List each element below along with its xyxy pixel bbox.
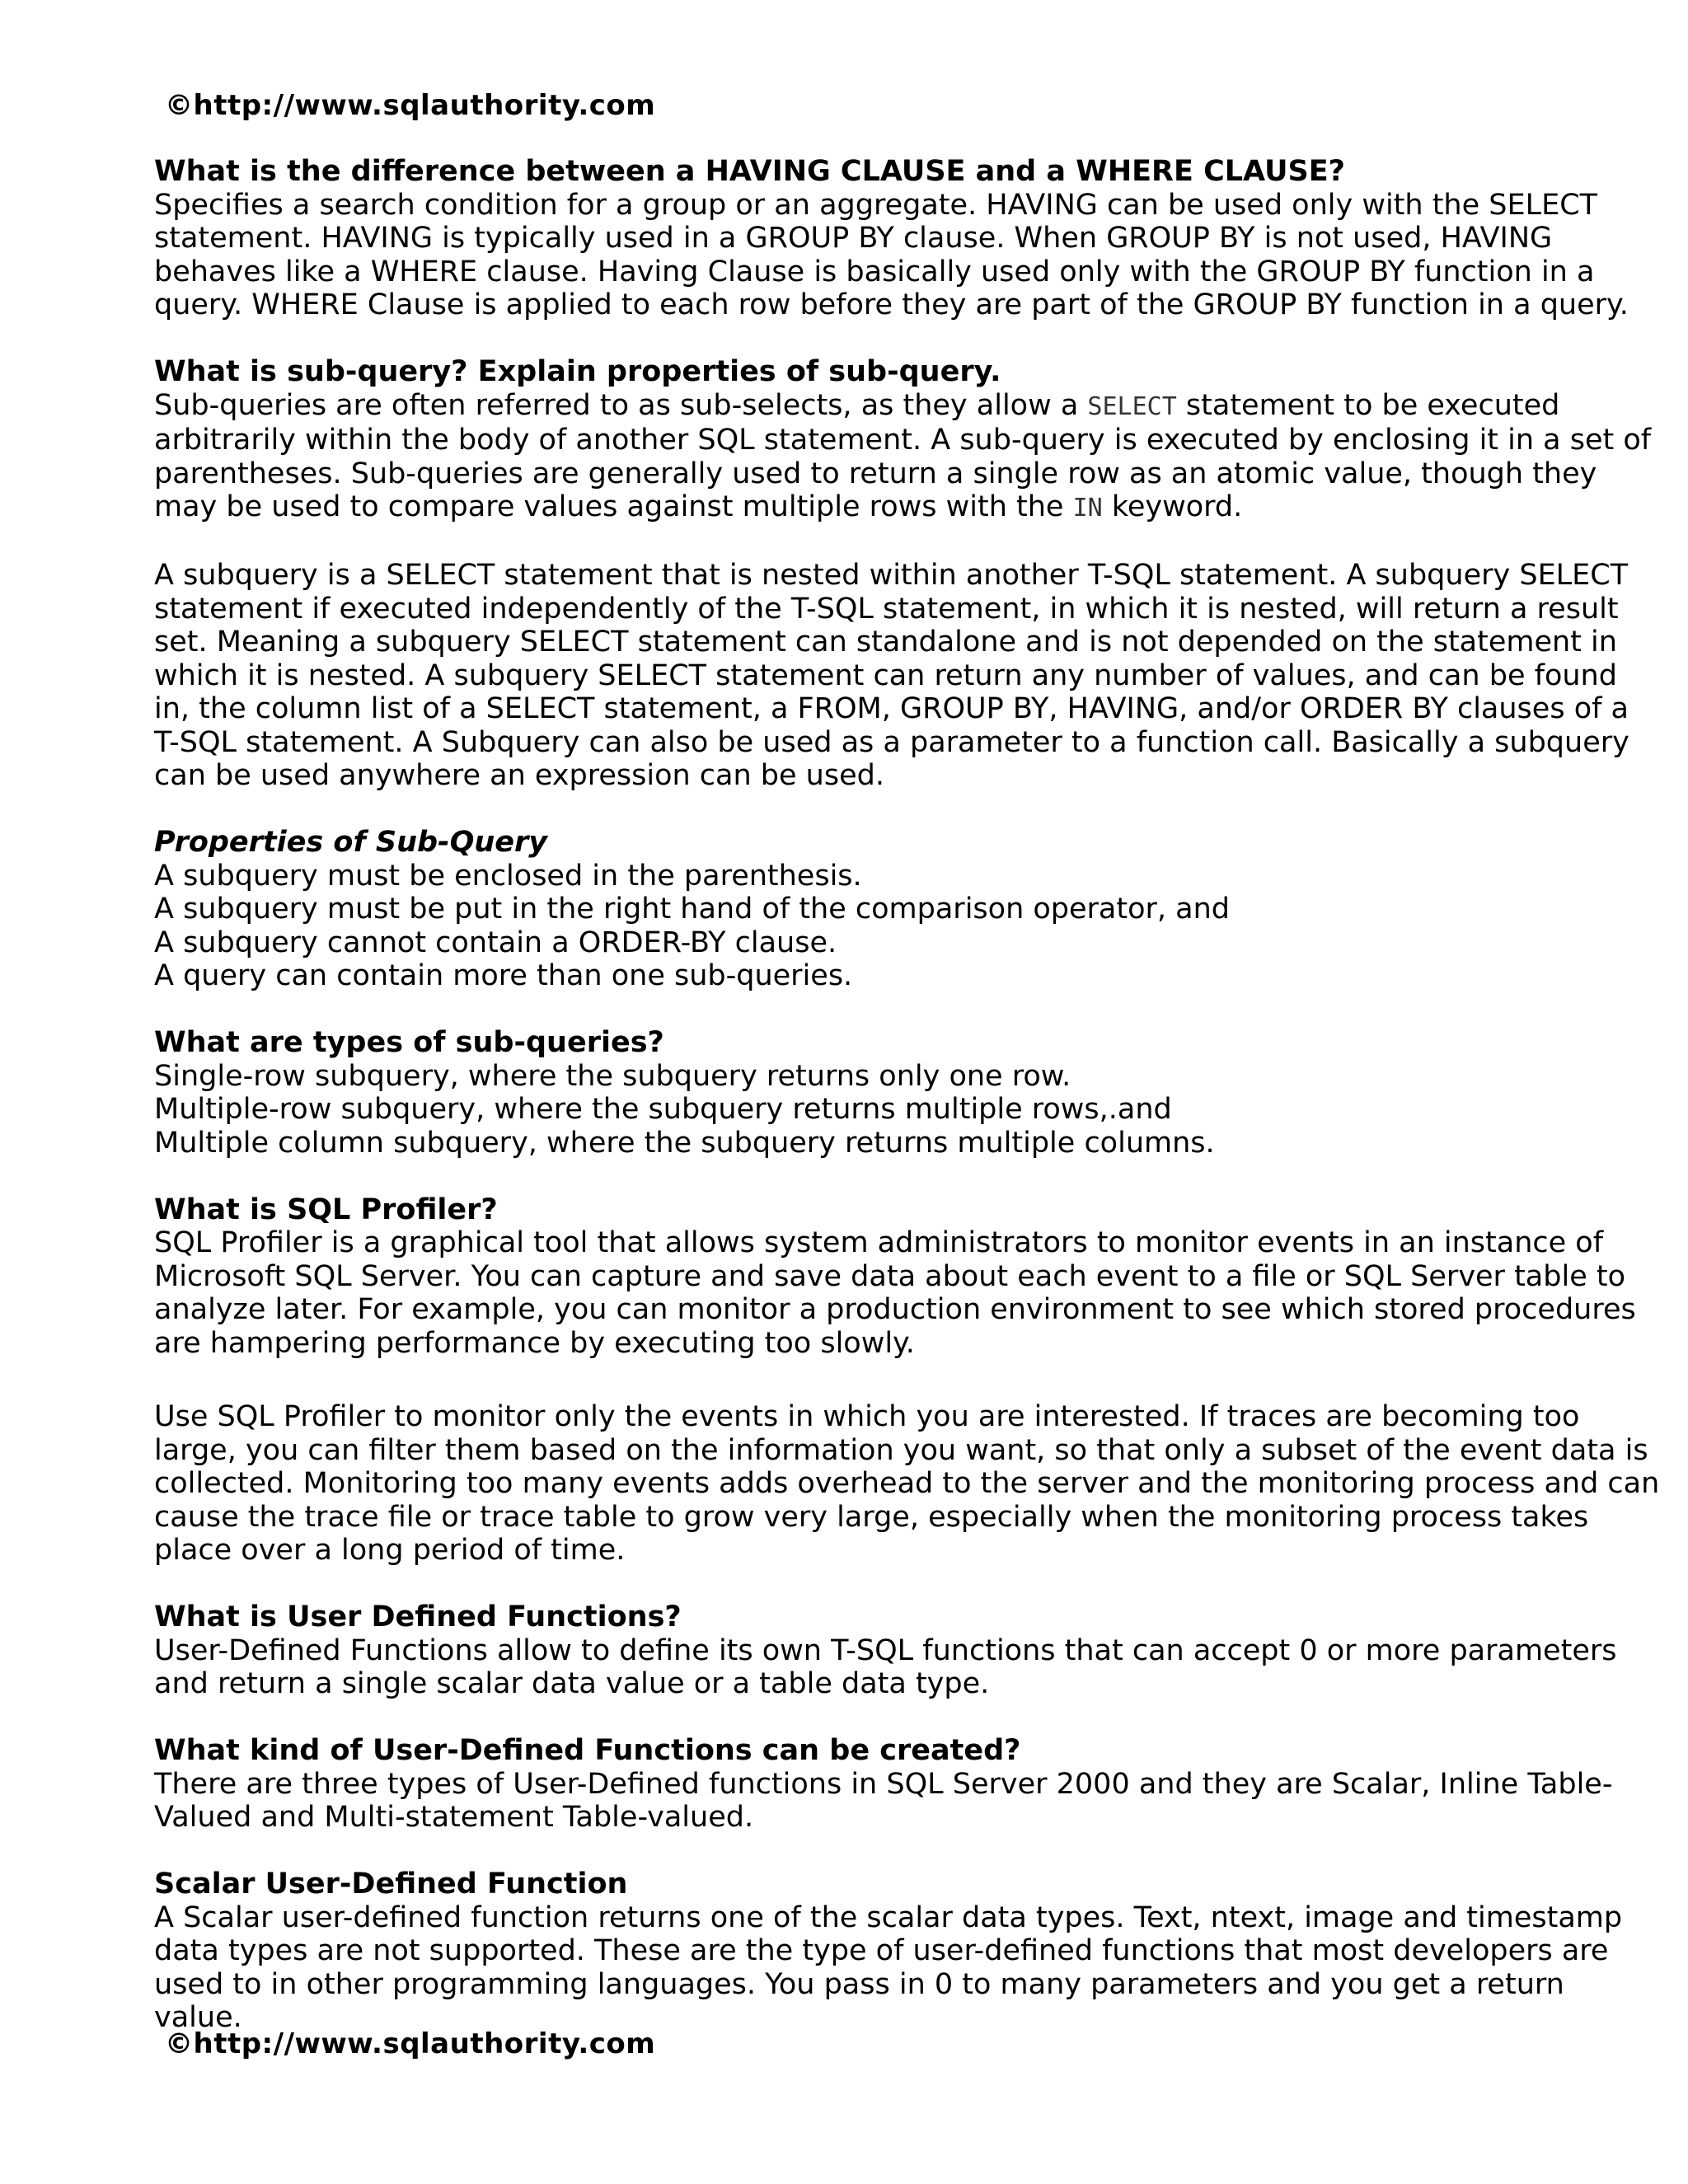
text-line bbox=[154, 490, 1621, 526]
subheading: Properties of Sub-Query bbox=[154, 826, 548, 859]
text-line: parentheses. Sub-queries are generally used to return a single row as an atomic value, though they bbox=[154, 457, 1597, 490]
text-fragment: statement to be executed bbox=[1176, 388, 1560, 422]
text-line: which it is nested. A subquery SELECT statement can return any number of values, and can be found bbox=[154, 658, 1617, 692]
list-item: Multiple column subquery, where the subquery returns multiple columns. bbox=[154, 1126, 1215, 1160]
text-line: statement if executed independently of the T-SQL statement, in which it is nested, will return a result bbox=[154, 592, 1619, 626]
section-scalar-udf bbox=[154, 1868, 1621, 2035]
page-header[interactable]: ©http://www.sqlauthority.com bbox=[165, 89, 656, 122]
list-item: Multiple-row subquery, where the subquery returns multiple rows,.and bbox=[154, 1093, 1172, 1126]
question-heading: What is SQL Profiler? bbox=[154, 1193, 498, 1226]
list-item: A subquery must be put in the right hand of the comparison operator, and bbox=[154, 893, 1230, 926]
text-line bbox=[154, 389, 1621, 424]
section-having-vs-where bbox=[154, 155, 1629, 322]
text-line: A subquery is a SELECT statement that is nested within another T-SQL statement. A subquery SELECT bbox=[154, 559, 1629, 592]
text-line: can be used anywhere an expression can be used. bbox=[154, 759, 884, 792]
text-line: query. WHERE Clause is applied to each row before they are part of the GROUP BY function in a query. bbox=[154, 288, 1629, 321]
subquery-description bbox=[154, 559, 1629, 793]
text-line: cause the trace file or trace table to grow very large, especially when the monitoring process takes bbox=[154, 1500, 1589, 1534]
text-line: User-Defined Functions allow to define its own T-SQL functions that can accept 0 or more parameters bbox=[154, 1633, 1617, 1667]
page-footer[interactable]: ©http://www.sqlauthority.com bbox=[165, 2027, 656, 2060]
section-sql-profiler bbox=[154, 1193, 1636, 1361]
text-line: data types are not supported. These are the type of user-defined functions that most developers are bbox=[154, 1934, 1609, 1967]
text-line: analyze later. For example, you can monitor a production environment to see which stored procedures bbox=[154, 1293, 1636, 1326]
list-item: A subquery must be enclosed in the parenthesis. bbox=[154, 859, 862, 893]
text-line: used to in other programming languages. You pass in 0 to many parameters and you get a return bbox=[154, 1967, 1564, 2001]
text-line: place over a long period of time. bbox=[154, 1534, 626, 1567]
code-keyword: SELECT bbox=[1087, 391, 1177, 421]
question-heading: What is User Defined Functions? bbox=[154, 1601, 682, 1633]
text-line: Use SQL Profiler to monitor only the events in which you are interested. If traces are becoming too bbox=[154, 1400, 1580, 1433]
text-fragment: Sub-queries are often referred to as sub-selects, as they allow a bbox=[154, 388, 1088, 422]
list-item: A query can contain more than one sub-queries. bbox=[154, 959, 853, 992]
text-line: There are three types of User-Defined functions in SQL Server 2000 and they are Scalar, Inline Table- bbox=[154, 1767, 1613, 1801]
profiler-usage bbox=[154, 1400, 1660, 1568]
text-line: behaves like a WHERE clause. Having Clause is basically used only with the GROUP BY function in a bbox=[154, 255, 1595, 288]
text-line: SQL Profiler is a graphical tool that allows system administrators to monitor events in an instance of bbox=[154, 1226, 1604, 1259]
section-subquery bbox=[154, 355, 1652, 526]
text-line: large, you can filter them based on the information you want, so that only a subset of the event data is bbox=[154, 1433, 1648, 1467]
text-line: in, the column list of a SELECT statement, a FROM, GROUP BY, HAVING, and/or ORDER BY clauses of a bbox=[154, 692, 1629, 725]
list-item: Single-row subquery, where the subquery returns only one row. bbox=[154, 1059, 1071, 1093]
question-heading: What kind of User-Defined Functions can be created? bbox=[154, 1734, 1021, 1767]
question-heading: What is the difference between a HAVING CLAUSE and a WHERE CLAUSE? bbox=[154, 155, 1345, 188]
section-udf bbox=[154, 1601, 1621, 1701]
text-fragment: may be used to compare values against multiple rows with the bbox=[154, 490, 1073, 523]
text-line: and return a single scalar data value or a table data type. bbox=[154, 1667, 990, 1700]
section-udf-kinds bbox=[154, 1734, 1621, 1835]
text-fragment: keyword. bbox=[1102, 490, 1243, 523]
text-line: T-SQL statement. A Subquery can also be used as a parameter to a function call. Basically a subquery bbox=[154, 725, 1629, 759]
text-line: set. Meaning a subquery SELECT statement can standalone and is not depended on the statement in bbox=[154, 626, 1617, 658]
list-item: A subquery cannot contain a ORDER-BY clause. bbox=[154, 926, 837, 959]
page-content bbox=[154, 155, 1660, 2068]
text-line: A Scalar user-defined function returns one of the scalar data types. Text, ntext, image and timestamp bbox=[154, 1900, 1623, 1934]
text-line: value. bbox=[154, 2001, 242, 2034]
text-line: are hampering performance by executing too slowly. bbox=[154, 1326, 915, 1360]
subquery-properties bbox=[154, 826, 1621, 993]
text-line: arbitrarily within the body of another SQL statement. A sub-query is executed by enclosing it in a set of bbox=[154, 424, 1652, 457]
question-heading: What is sub-query? Explain properties of sub-query. bbox=[154, 355, 1001, 388]
text-line: statement. HAVING is typically used in a GROUP BY clause. When GROUP BY is not used, HAVING bbox=[154, 222, 1553, 255]
text-line: collected. Monitoring too many events adds overhead to the server and the monitoring process and can bbox=[154, 1467, 1660, 1500]
code-keyword: IN bbox=[1072, 494, 1103, 523]
text-line: Microsoft SQL Server. You can capture and save data about each event to a file or SQL Server table to bbox=[154, 1259, 1625, 1293]
question-heading: Scalar User-Defined Function bbox=[154, 1868, 628, 1900]
section-subquery-types bbox=[154, 1026, 1621, 1160]
text-line: Valued and Multi-statement Table-valued. bbox=[154, 1801, 754, 1834]
text-line: Specifies a search condition for a group or an aggregate. HAVING can be used only with the SELECT bbox=[154, 188, 1598, 222]
question-heading: What are types of sub-queries? bbox=[154, 1026, 664, 1059]
